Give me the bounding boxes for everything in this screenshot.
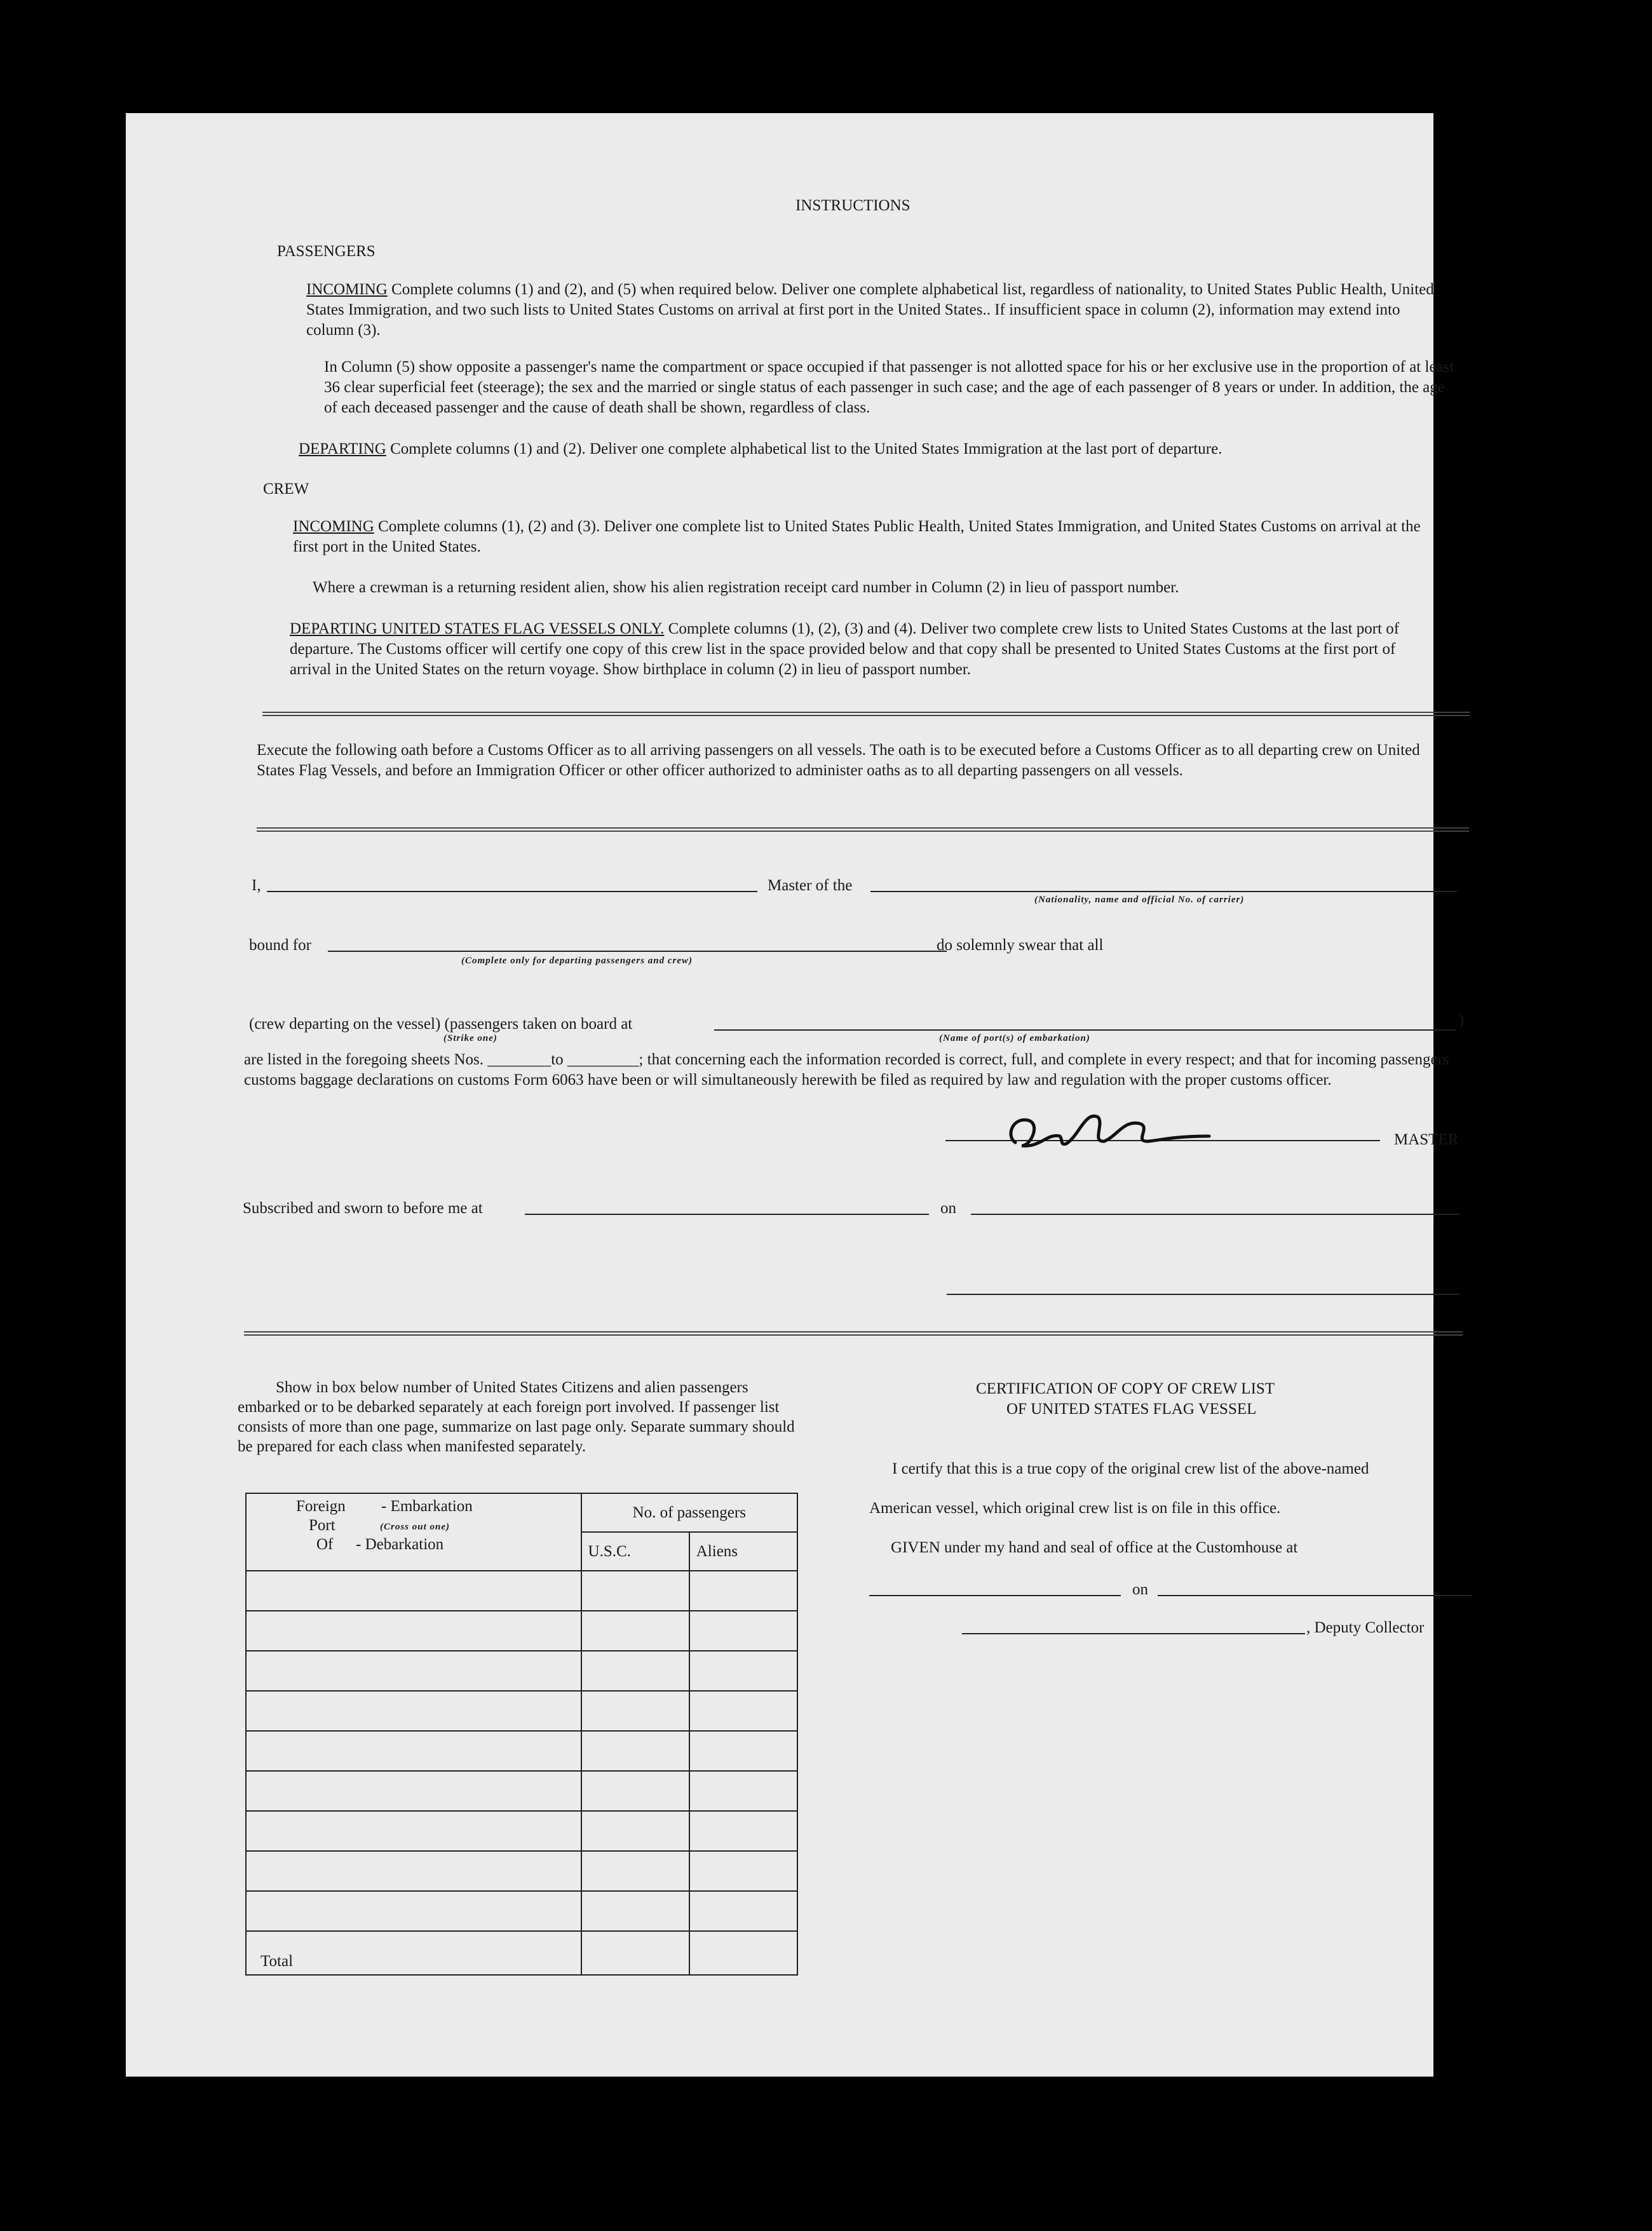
sworn-place-field[interactable]: [525, 1214, 929, 1215]
table-row[interactable]: [246, 1571, 581, 1611]
table-cell[interactable]: [581, 1651, 689, 1691]
col-cross-out: (Cross out one): [380, 1522, 450, 1532]
certify-text: I certify that this is a true copy of the original crew list of the above-named: [892, 1460, 1369, 1477]
table-row[interactable]: [246, 1651, 581, 1691]
crew-heading: CREW: [263, 480, 309, 498]
table-cell[interactable]: [689, 1891, 797, 1931]
passengers-heading: PASSENGERS: [277, 243, 376, 260]
passenger-summary-table: [245, 1493, 798, 1976]
table-cell[interactable]: [689, 1771, 797, 1811]
col-foreign: Foreign: [296, 1498, 346, 1515]
divider: [244, 1331, 1463, 1336]
passengers-incoming-text: Complete columns (1) and (2), and (5) when required below. Deliver one complete alphabetical list, regardless of nationality, to United States Public Health, United States Immigration, and two such lists to United States Customs on arrival at first port in the United States.. If insufficient space in column (2), information may extend into column (3).: [306, 281, 1434, 339]
table-cell[interactable]: [689, 1811, 797, 1851]
master-label: MASTER: [1394, 1131, 1459, 1148]
usc-header: U.S.C.: [581, 1532, 689, 1571]
table-row[interactable]: [246, 1731, 581, 1771]
sworn-on-label: on: [940, 1200, 956, 1217]
table-cell[interactable]: [689, 1851, 797, 1891]
col-debarkation: - Debarkation: [356, 1536, 444, 1553]
col-embarkation: - Embarkation: [381, 1498, 473, 1515]
passengers-departing-text: Complete columns (1) and (2). Deliver one complete alphabetical list to the United States Immigration at the last port of departure.: [386, 440, 1222, 458]
table-row[interactable]: [246, 1851, 581, 1891]
table-cell[interactable]: [581, 1611, 689, 1651]
swear-text: do solemnly swear that all: [937, 937, 1104, 954]
passengers-departing-paragraph: [299, 439, 1442, 459]
col-port: Port: [309, 1517, 335, 1534]
table-row[interactable]: [246, 1611, 581, 1651]
certification-title-line2: OF UNITED STATES FLAG VESSEL: [1006, 1400, 1257, 1418]
customhouse-field[interactable]: [869, 1595, 1121, 1596]
total-label: Total: [246, 1931, 581, 1975]
table-cell[interactable]: [689, 1611, 797, 1651]
port-header-cell: [246, 1493, 581, 1571]
col-of: Of: [316, 1536, 334, 1553]
bound-for-hint: (Complete only for departing passengers and crew): [461, 956, 693, 966]
total-aliens-cell[interactable]: [689, 1931, 797, 1975]
sworn-date-field[interactable]: [971, 1214, 1460, 1215]
table-cell[interactable]: [581, 1771, 689, 1811]
crew-passengers-text: (crew departing on the vessel) (passengers taken on board at: [249, 1015, 633, 1033]
certification-on-label: on: [1132, 1581, 1148, 1598]
table-cell[interactable]: [689, 1731, 797, 1771]
table-row[interactable]: [246, 1891, 581, 1931]
aliens-header: Aliens: [689, 1532, 797, 1571]
form-page: [126, 113, 1465, 2077]
column5-paragraph: In Column (5) show opposite a passenger's name the compartment or space occupied if that passenger is not allotted space for his or her exclusive use in the proportion of at least 36 clear superficial feet (steerage); the sex and the married or single status of each passenger in such case; and the age of each passenger of 8 years or under. In addition, the age of each deceased passenger and the cause of death shall be shown, regardless of class.: [324, 358, 1454, 416]
i-label: I,: [252, 877, 261, 894]
subscribed-label: Subscribed and sworn to before me at: [243, 1200, 483, 1217]
crew-departing-paragraph: [290, 619, 1421, 680]
table-cell[interactable]: [689, 1651, 797, 1691]
master-name-field[interactable]: [267, 891, 757, 892]
nationality-hint: (Nationality, name and official No. of carrier): [1034, 895, 1245, 905]
given-text: GIVEN under my hand and seal of office at the Customhouse at: [891, 1539, 1298, 1556]
table-cell[interactable]: [581, 1691, 689, 1731]
table-row[interactable]: [246, 1811, 581, 1851]
summary-instructions: Show in box below number of United States Citizens and alien passengers embarked or to be debarked separately at each foreign port involved. If passenger list consists of more than one page, summarize on last page only. Separate summary should be prepared for each class when manifested separately.: [238, 1379, 795, 1455]
bound-for-label: bound for: [249, 937, 311, 954]
divider: [262, 712, 1470, 716]
crew-incoming-paragraph: [293, 517, 1424, 557]
divider: [257, 827, 1469, 832]
oath-instructions: Execute the following oath before a Customs Officer as to all arriving passengers on all vessels. The oath is to be executed before a Customs Officer as to all departing crew on United States Flag Vessels, and before an Immigration Officer or other officer authorized to administer oaths as to all departing passengers on all vessels.: [257, 742, 1420, 779]
crew-departing-label: DEPARTING UNITED STATES FLAG VESSELS ONLY.: [290, 620, 665, 637]
deputy-collector-label: , Deputy Collector: [1306, 1619, 1425, 1636]
destination-field[interactable]: [328, 951, 947, 952]
table-cell[interactable]: [581, 1571, 689, 1611]
instructions-title: INSTRUCTIONS: [796, 197, 911, 214]
officer-signature-line[interactable]: [947, 1294, 1460, 1295]
passengers-incoming-paragraph: [306, 280, 1437, 341]
crew-incoming-text: Complete columns (1), (2) and (3). Deliver one complete list to United States Public Health, United States Immigration, and United States Customs on arrival at the first port in the United States.: [293, 518, 1421, 555]
total-usc-cell[interactable]: [581, 1931, 689, 1975]
american-vessel-text: American vessel, which original crew list is on file in this office.: [869, 1500, 1281, 1517]
embarkation-port-field[interactable]: [714, 1029, 1456, 1031]
table-cell[interactable]: [581, 1811, 689, 1851]
table-cell[interactable]: [581, 1891, 689, 1931]
table-row[interactable]: [246, 1771, 581, 1811]
carrier-field[interactable]: [870, 891, 1458, 892]
passengers-departing-label: DEPARTING: [299, 440, 386, 458]
table-cell[interactable]: [581, 1731, 689, 1771]
deputy-signature-line[interactable]: [962, 1633, 1305, 1634]
listed-paragraph: are listed in the foregoing sheets Nos. ________to _________; that concerning each the information recorded is correct, full, and complete in every respect; and that for incoming passengers customs baggage declarations on customs Form 6063 have been or will simultaneously herewith be filed as required by law and regulation with the proper customs officer.: [244, 1051, 1449, 1088]
strike-one-hint: (Strike one): [443, 1033, 498, 1043]
no-passengers-header: No. of passengers: [581, 1493, 797, 1532]
certification-title-line1: CERTIFICATION OF COPY OF CREW LIST: [976, 1380, 1275, 1397]
signature-icon: [1003, 1098, 1212, 1162]
table-row[interactable]: [246, 1691, 581, 1731]
passengers-incoming-label: INCOMING: [306, 281, 388, 298]
port-hint: (Name of port(s) of embarkation): [939, 1033, 1090, 1043]
table-cell[interactable]: [689, 1691, 797, 1731]
crew-departing-text: Complete columns (1), (2), (3) and (4). Deliver two complete crew lists to United States Customs at the last port of departure. The Customs officer will certify one copy of this crew list in the space provided below and that copy shall be presented to United States Customs at the first port of arrival in the United States on the return voyage. Show birthplace in column (2) in lieu of passport number.: [290, 620, 1400, 678]
certification-date-field[interactable]: [1158, 1595, 1472, 1596]
table-cell[interactable]: [689, 1571, 797, 1611]
master-of-label: Master of the: [768, 877, 853, 894]
table-cell[interactable]: [581, 1851, 689, 1891]
close-paren: ): [1459, 1012, 1465, 1029]
crewman-paragraph: Where a crewman is a returning resident alien, show his alien registration receipt card number in Column (2) in lieu of passport number.: [313, 579, 1179, 596]
crew-incoming-label: INCOMING: [293, 518, 374, 535]
